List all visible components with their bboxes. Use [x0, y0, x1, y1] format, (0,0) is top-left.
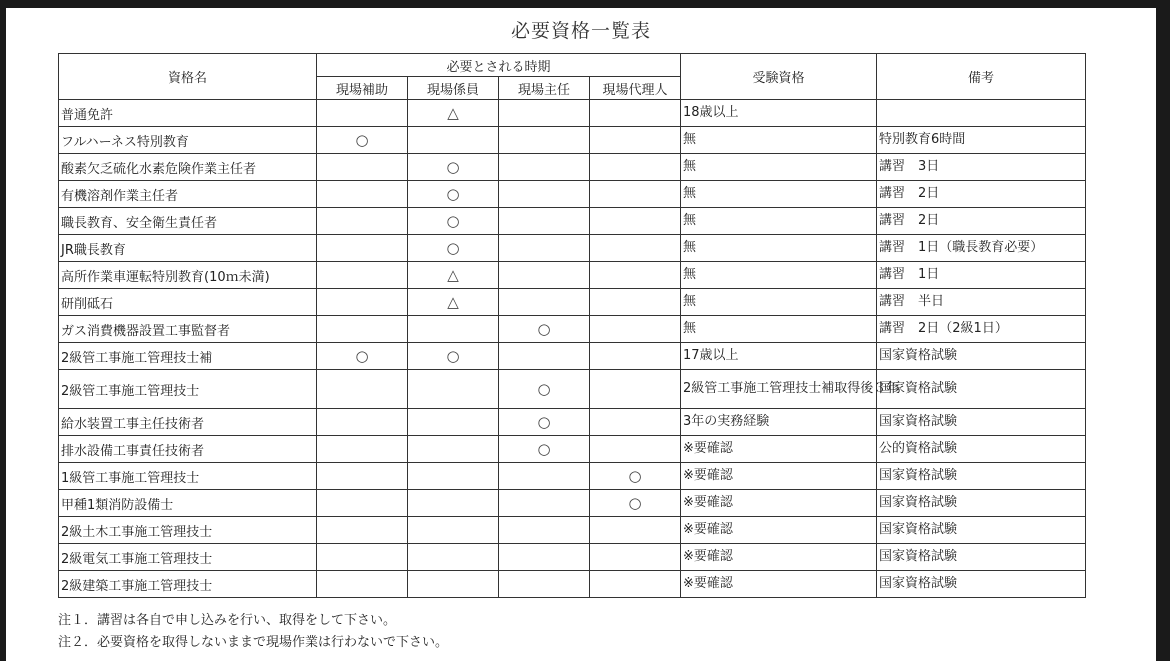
period-mark: ○ — [590, 463, 681, 490]
period-mark — [499, 100, 590, 127]
period-mark — [317, 517, 408, 544]
remarks: 国家資格試験 — [877, 544, 1086, 571]
exam-requirement: ※要確認 — [681, 463, 877, 490]
period-mark — [317, 436, 408, 463]
period-mark: ○ — [408, 181, 499, 208]
period-mark: ○ — [317, 343, 408, 370]
qualification-name: 甲種1類消防設備士 — [59, 490, 317, 517]
period-mark — [408, 409, 499, 436]
header-assistant: 現場補助 — [317, 77, 408, 100]
period-mark — [499, 289, 590, 316]
table-row — [59, 517, 1086, 544]
period-mark — [590, 517, 681, 544]
period-mark: △ — [408, 289, 499, 316]
period-mark: ○ — [408, 208, 499, 235]
qualification-name: 普通免許 — [59, 100, 317, 127]
qualification-name: 2級管工事施工管理技士補 — [59, 343, 317, 370]
footnote-1: 注１．講習は各自で申し込みを行い、取得をして下さい。 — [58, 613, 397, 628]
period-mark — [317, 289, 408, 316]
period-mark — [499, 490, 590, 517]
period-mark — [317, 100, 408, 127]
remarks: 国家資格試験 — [877, 463, 1086, 490]
table-row — [59, 370, 1086, 409]
header-agent: 現場代理人 — [590, 77, 681, 100]
qualification-name: 職長教育、安全衛生責任者 — [59, 208, 317, 235]
remarks: 国家資格試験 — [877, 517, 1086, 544]
table-row — [59, 409, 1086, 436]
qualification-name: 1級管工事施工管理技士 — [59, 463, 317, 490]
period-mark — [590, 127, 681, 154]
period-mark — [317, 409, 408, 436]
period-mark — [590, 100, 681, 127]
qualification-table — [58, 53, 1086, 598]
exam-requirement: ※要確認 — [681, 436, 877, 463]
remarks: 講習 3日 — [877, 154, 1086, 181]
table-row — [59, 154, 1086, 181]
exam-requirement: ※要確認 — [681, 517, 877, 544]
exam-requirement: 無 — [681, 208, 877, 235]
remarks: 国家資格試験 — [877, 409, 1086, 436]
period-mark — [408, 370, 499, 409]
period-mark: ○ — [408, 235, 499, 262]
qualification-name: JR職長教育 — [59, 235, 317, 262]
remarks: 講習 2日 — [877, 208, 1086, 235]
period-mark — [499, 208, 590, 235]
period-mark — [408, 436, 499, 463]
remarks: 国家資格試験 — [877, 370, 1086, 409]
header-chief: 現場主任 — [499, 77, 590, 100]
period-mark — [317, 571, 408, 598]
period-mark — [317, 154, 408, 181]
header-notes: 備考 — [877, 54, 1086, 100]
period-mark — [317, 208, 408, 235]
period-mark — [590, 235, 681, 262]
qualification-name: フルハーネス特別教育 — [59, 127, 317, 154]
period-mark — [499, 343, 590, 370]
table-body — [59, 100, 1086, 598]
period-mark — [499, 544, 590, 571]
period-mark — [317, 463, 408, 490]
remarks: 国家資格試験 — [877, 571, 1086, 598]
qualification-name: 2級土木工事施工管理技士 — [59, 517, 317, 544]
qualification-name: 2級電気工事施工管理技士 — [59, 544, 317, 571]
table-row — [59, 463, 1086, 490]
table-row — [59, 235, 1086, 262]
remarks: 講習 1日（職長教育必要） — [877, 235, 1086, 262]
period-mark — [590, 262, 681, 289]
period-mark: ○ — [408, 343, 499, 370]
remarks: 公的資格試験 — [877, 436, 1086, 463]
document-page — [6, 8, 1156, 661]
footnotes — [58, 610, 448, 654]
remarks: 講習 半日 — [877, 289, 1086, 316]
qualification-name: 酸素欠乏硫化水素危険作業主任者 — [59, 154, 317, 181]
remarks: 特別教育6時間 — [877, 127, 1086, 154]
exam-requirement: 無 — [681, 127, 877, 154]
period-mark — [590, 208, 681, 235]
qualification-name: ガス消費機器設置工事監督者 — [59, 316, 317, 343]
qualification-name: 有機溶剤作業主任者 — [59, 181, 317, 208]
qualification-name: 研削砥石 — [59, 289, 317, 316]
table-row — [59, 208, 1086, 235]
period-mark — [499, 517, 590, 544]
period-mark — [408, 517, 499, 544]
period-mark — [317, 181, 408, 208]
table-row — [59, 544, 1086, 571]
exam-requirement: 無 — [681, 262, 877, 289]
exam-requirement: 無 — [681, 235, 877, 262]
footnote-2: 注２．必要資格を取得しないままで現場作業は行わないで下さい。 — [58, 635, 449, 650]
qualification-name: 2級管工事施工管理技士 — [59, 370, 317, 409]
qualification-name: 給水装置工事主任技術者 — [59, 409, 317, 436]
period-mark — [590, 409, 681, 436]
qualification-name: 2級建築工事施工管理技士 — [59, 571, 317, 598]
period-mark — [499, 463, 590, 490]
exam-requirement: 無 — [681, 154, 877, 181]
page-title: 必要資格一覧表 — [510, 20, 651, 42]
period-mark — [590, 181, 681, 208]
exam-requirement: 17歳以上 — [681, 343, 877, 370]
period-mark — [590, 289, 681, 316]
exam-requirement: 18歳以上 — [681, 100, 877, 127]
period-mark — [317, 544, 408, 571]
period-mark: ○ — [408, 154, 499, 181]
period-mark: ○ — [499, 370, 590, 409]
table-row — [59, 127, 1086, 154]
table-row — [59, 316, 1086, 343]
period-mark: ○ — [499, 436, 590, 463]
table-row — [59, 100, 1086, 127]
period-mark — [499, 181, 590, 208]
period-mark — [317, 235, 408, 262]
table-row — [59, 262, 1086, 289]
period-mark: △ — [408, 100, 499, 127]
period-mark — [499, 154, 590, 181]
period-mark: ○ — [317, 127, 408, 154]
period-mark — [499, 127, 590, 154]
period-mark — [499, 235, 590, 262]
period-mark — [317, 490, 408, 517]
period-mark — [590, 436, 681, 463]
period-mark: ○ — [590, 490, 681, 517]
exam-requirement: 無 — [681, 289, 877, 316]
header-staff: 現場係員 — [408, 77, 499, 100]
period-mark — [590, 544, 681, 571]
qualification-name: 高所作業車運転特別教育(10ｍ未満) — [59, 262, 317, 289]
period-mark — [317, 370, 408, 409]
period-mark — [499, 262, 590, 289]
period-mark — [408, 571, 499, 598]
period-mark — [590, 370, 681, 409]
exam-requirement: ※要確認 — [681, 544, 877, 571]
period-mark — [590, 343, 681, 370]
table-row — [59, 571, 1086, 598]
exam-requirement: 無 — [681, 316, 877, 343]
period-mark: ○ — [499, 316, 590, 343]
exam-requirement: ※要確認 — [681, 490, 877, 517]
period-mark — [590, 571, 681, 598]
remarks: 国家資格試験 — [877, 343, 1086, 370]
remarks: 講習 2日 — [877, 181, 1086, 208]
table-row — [59, 490, 1086, 517]
period-mark — [317, 316, 408, 343]
period-mark — [408, 316, 499, 343]
header-requirement: 受験資格 — [681, 54, 877, 100]
exam-requirement: 3年の実務経験 — [681, 409, 877, 436]
table-row — [59, 289, 1086, 316]
period-mark — [408, 127, 499, 154]
period-mark — [408, 490, 499, 517]
remarks: 講習 1日 — [877, 262, 1086, 289]
period-mark — [590, 154, 681, 181]
period-mark — [408, 544, 499, 571]
header-name: 資格名 — [59, 54, 317, 100]
exam-requirement: ※要確認 — [681, 571, 877, 598]
remarks — [877, 100, 1086, 127]
table-row — [59, 181, 1086, 208]
exam-requirement: 2級管工事施工管理技士補取得後３年 — [681, 370, 877, 409]
exam-requirement: 無 — [681, 181, 877, 208]
remarks: 国家資格試験 — [877, 490, 1086, 517]
period-mark: △ — [408, 262, 499, 289]
period-mark: ○ — [499, 409, 590, 436]
table-row — [59, 436, 1086, 463]
header-period: 必要とされる時期 — [317, 54, 681, 77]
remarks: 講習 2日（2級1日） — [877, 316, 1086, 343]
period-mark — [317, 262, 408, 289]
period-mark — [408, 463, 499, 490]
period-mark — [499, 571, 590, 598]
table-row — [59, 343, 1086, 370]
qualification-name: 排水設備工事責任技術者 — [59, 436, 317, 463]
period-mark — [590, 316, 681, 343]
